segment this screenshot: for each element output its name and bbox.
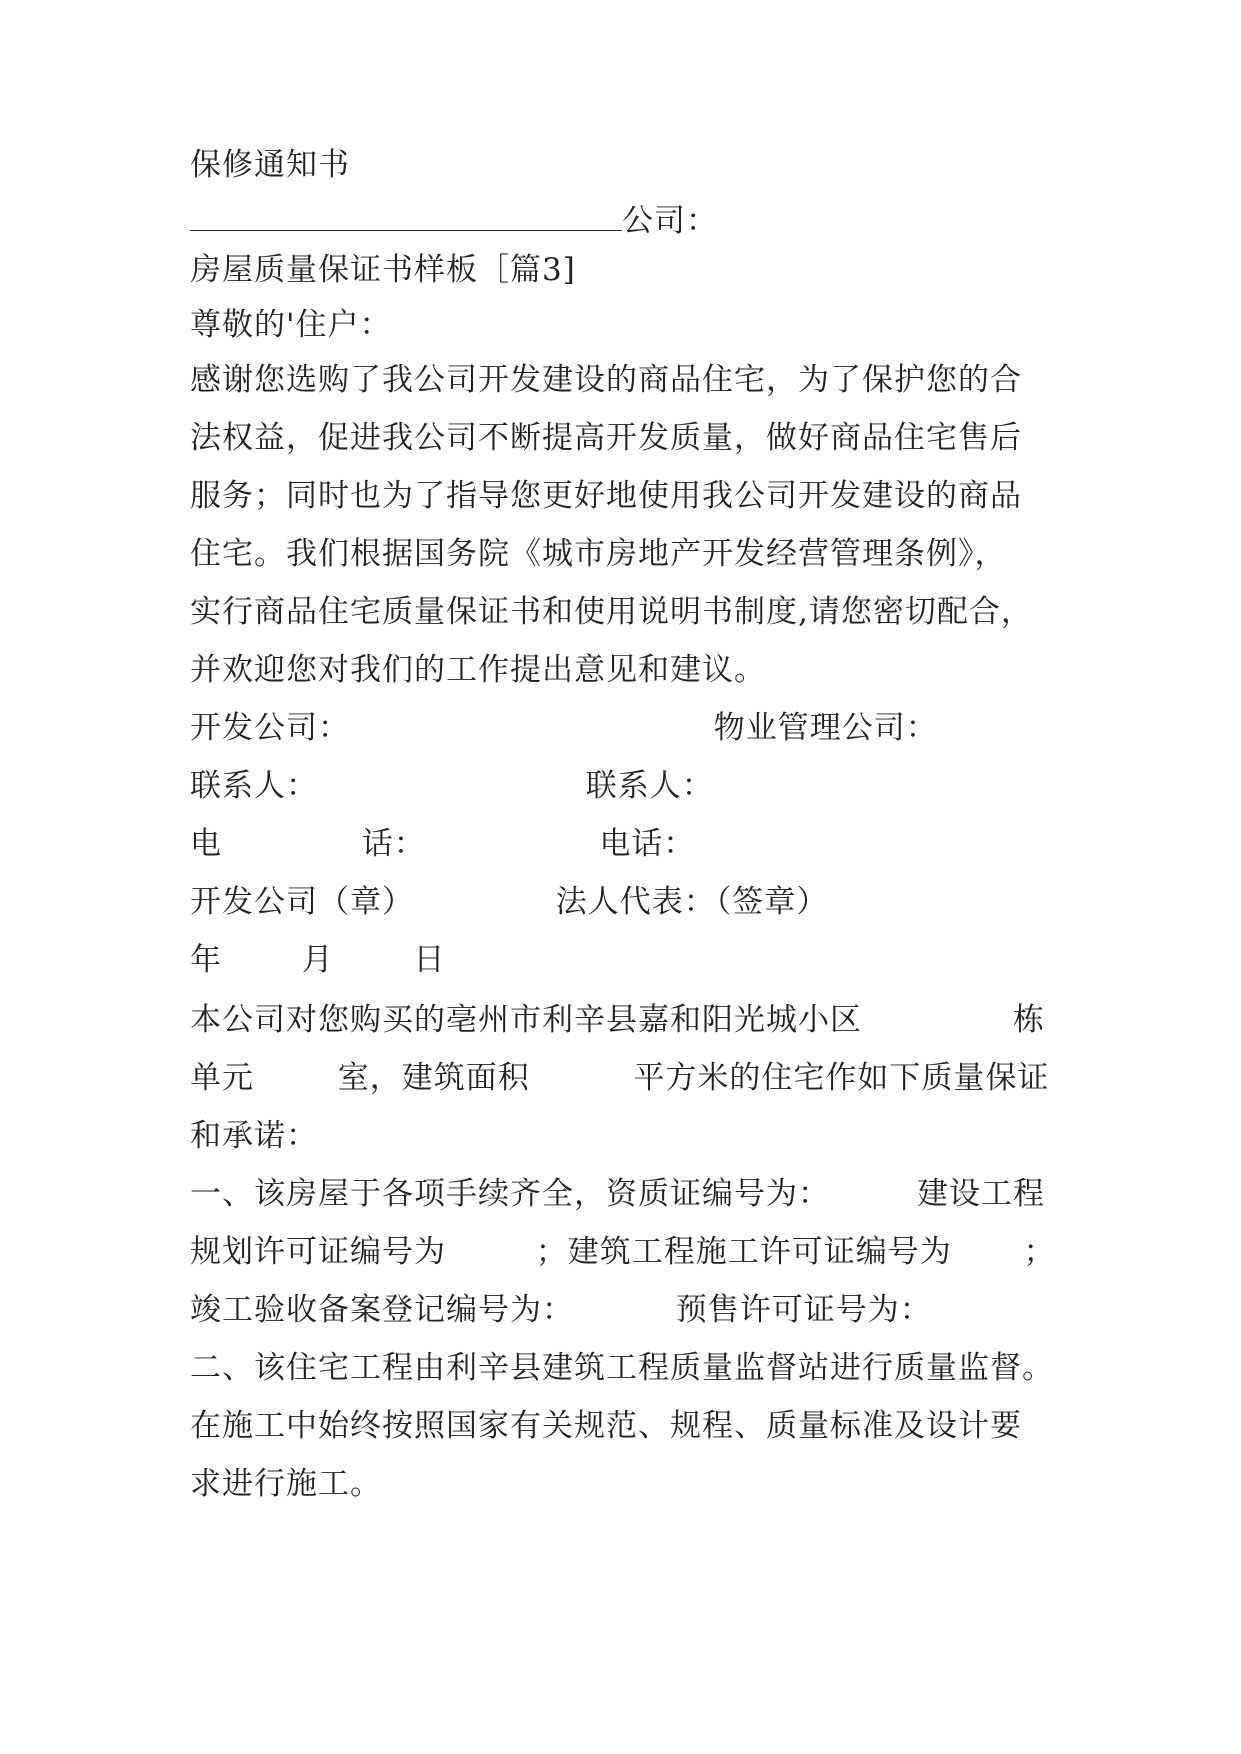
phone-label-part: 话： (361, 826, 426, 862)
guarantee-text: 平方米的住宅作如下质量保证 (633, 1060, 1050, 1096)
developer-company-row (190, 708, 938, 748)
guarantee-line: 和承诺： (190, 1118, 318, 1154)
item1-line (190, 1174, 1045, 1214)
developer-seal-label: 开发公司（章） (190, 884, 414, 920)
guarantee-text: 单元 (190, 1060, 254, 1096)
item2-line: 在施工中始终按照国家有关规范、规程、质量标准及设计要 (190, 1408, 1022, 1444)
company-line (190, 200, 718, 241)
phone-label: 电话： (599, 826, 696, 862)
legal-representative-label: 法人代表：（签章） (555, 884, 829, 920)
guarantee-text: 栋 (1013, 1002, 1045, 1038)
item1-line (190, 1290, 932, 1330)
intro-line: 并欢迎您对我们的工作提出意见和建议。 (190, 652, 766, 688)
item1-text: 一、该房屋于各项手续齐全，资质证编号为： (190, 1176, 830, 1212)
document-heading: 房屋质量保证书样板［篇3] (190, 252, 576, 288)
item1-text: ；建筑工程施工许可证编号为 (535, 1234, 952, 1270)
contact-person-row (190, 766, 714, 806)
date-year: 年 (190, 942, 222, 978)
item1-line (190, 1232, 1055, 1272)
date-day: 日 (413, 942, 446, 978)
guarantee-line (190, 1058, 1049, 1098)
item2-line: 求进行施工。 (190, 1466, 382, 1502)
guarantee-text: 本公司对您购买的亳州市利辛县嘉和阳光城小区 (190, 1002, 862, 1038)
intro-line: 住宅。我们根据国务院《城市房地产开发经营管理条例》， (190, 536, 1007, 572)
item1-text: 竣工验收备案登记编号为： (190, 1292, 574, 1328)
date-month: 月 (301, 942, 334, 978)
guarantee-line (190, 1000, 1045, 1040)
item2-line: 二、该住宅工程由利辛县建筑工程质量监督站进行质量监督。 (190, 1350, 1054, 1386)
phone-row (190, 824, 695, 864)
notice-title: 保修通知书 (190, 147, 350, 183)
item1-text: 规划许可证编号为 (190, 1234, 446, 1270)
date-row (190, 940, 445, 980)
item1-text: 建设工程 (917, 1176, 1045, 1212)
developer-label: 开发公司： (190, 710, 350, 746)
contact-person-label: 联系人： (585, 768, 714, 804)
item1-text: ； (1023, 1234, 1056, 1270)
seal-row (190, 882, 828, 922)
intro-line: 感谢您选购了我公司开发建设的商品住宅，为了保护您的合 (190, 362, 1022, 398)
intro-line: 法权益，促进我公司不断提高开发质量，做好商品住宅售后 (190, 420, 1022, 456)
company-suffix: 公司： (622, 203, 718, 239)
intro-line: 服务；同时也为了指导您更好地使用我公司开发建设的商品 (190, 478, 1022, 514)
company-name-blank (190, 200, 622, 231)
guarantee-text: 室，建筑面积 (337, 1060, 530, 1096)
property-company-label: 物业管理公司： (713, 710, 938, 746)
greeting: 尊敬的'住户： (190, 307, 392, 343)
contact-person-label: 联系人： (190, 768, 318, 804)
intro-line: 实行商品住宅质量保证书和使用说明书制度,请您密切配合， (190, 594, 1033, 630)
phone-label-part: 电 (190, 826, 222, 862)
item1-text: 预售许可证号为： (675, 1292, 932, 1328)
